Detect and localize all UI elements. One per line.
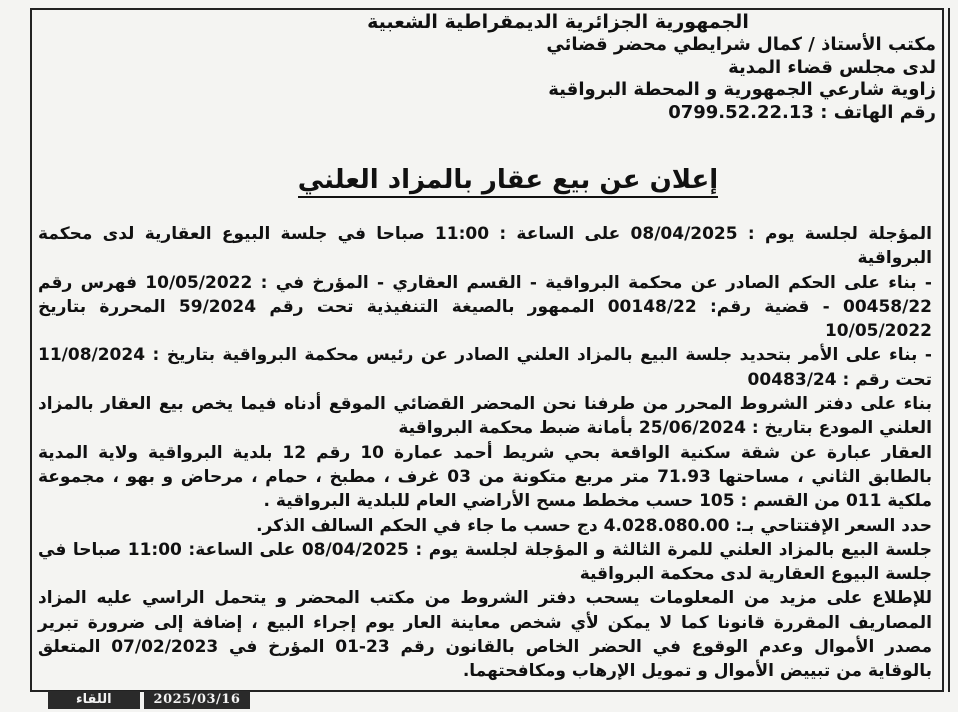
legal-notice (38, 10, 938, 684)
office-address: زاوية شارعي الجمهورية و المحطة البرواقية (548, 79, 936, 100)
paragraph-price: حدد السعر الإفتتاحي بـ: 4.028.080.00 دج حسب ما جاء في الحكم السالف الذكر. (256, 515, 932, 536)
phone-line (38, 102, 938, 125)
paragraph-order: - بناء على الأمر بتحديد جلسة البيع بالمزاد العلني الصادر عن رئيس محكمة البرواقية بتاريخ : 11/08/2024 تحت رقم : 00483/24 (38, 345, 932, 390)
notice-title-text: إعلان عن بيع عقار بالمزاد العلني (298, 165, 718, 198)
country-heading: الجمهورية الجزائرية الديمقراطية الشعبية (367, 11, 749, 33)
paragraph-judgment: - بناء على الحكم الصادر عن محكمة البرواقية - القسم العقاري - المؤرخ في : 10/05/2022 فهرس رقم 00458/22 - قضية رقم: 00148/22 الممهور بالصيغة التنفيذية تحت رقم 59/2024 المحررة بتاريخ 10/05/2022 (38, 272, 932, 342)
paragraph-property: العقار عبارة عن شقة سكنية الواقعة بحي شريط أحمد عمارة 10 رقم 12 بلدية البرواقية ولاية المدية بالطابق الثاني ، مساحتها 71.93 متر مربع متكونة من 03 غرف ، مطبخ ، حمام ، مرحاض و بهو ، مجموعة ملكية 011 من القسم : 105 حسب مخطط مسح الأراضي العام للبلدية البرواقية . (38, 442, 932, 512)
paragraph-session: المؤجلة لجلسة يوم : 08/04/2025 على الساعة : 11:00 صباحا في جلسة البيوع العقارية لدى محكمة البرواقية (38, 224, 932, 269)
notice-title (78, 164, 938, 196)
phone-number: 0799.52.22.13 (668, 101, 814, 123)
publication-date: 2025/03/16 (144, 691, 251, 709)
notice-border-right (948, 8, 950, 692)
court-name: لدى مجلس قضاء المدية (728, 56, 936, 78)
phone-label: رقم الهاتف : (820, 101, 936, 123)
office-name: مكتب الأستاذ / كمال شرايطي محضر قضائي (546, 34, 936, 55)
notice-body (38, 222, 938, 684)
newspaper-name: اللقاء (48, 691, 140, 709)
paragraph-information: للإطلاع على مزيد من المعلومات يسحب دفتر الشروط من مكتب المحضر و يتحمل الراسي عليه المزاد المصاريف المقررة قانونا كما لا يمكن لأي شخص معاينة العار يوم إجراء البيع ، إضافة إلى ضرورة تبرير مصدر الأموال وعدم الوقوع في الحضر الخاص بالقانون رقم 23-01 المؤرخ في 07/02/2023 المتعلق بالوقاية من تبييض الأموال و تمويل الإرهاب ومكافحتهما. (38, 588, 933, 682)
publication-footer (48, 690, 250, 710)
paragraph-sale-session: جلسة البيع بالمزاد العلني للمرة الثالثة و المؤجلة لجلسة يوم : 08/04/2025 على الساعة: 11:00 صباحا في جلسة البيوع العقارية لدى محكمة البرواقية (38, 539, 932, 585)
paragraph-conditions: بناء على دفتر الشروط المحرر من طرفنا نحن المحضر القضائي الموقع أدناه فيما يخص بيع العقار بالمزاد العلني المودع بتاريخ : 25/06/2024 بأمانة ضبط محكمة البرواقية (38, 394, 932, 439)
